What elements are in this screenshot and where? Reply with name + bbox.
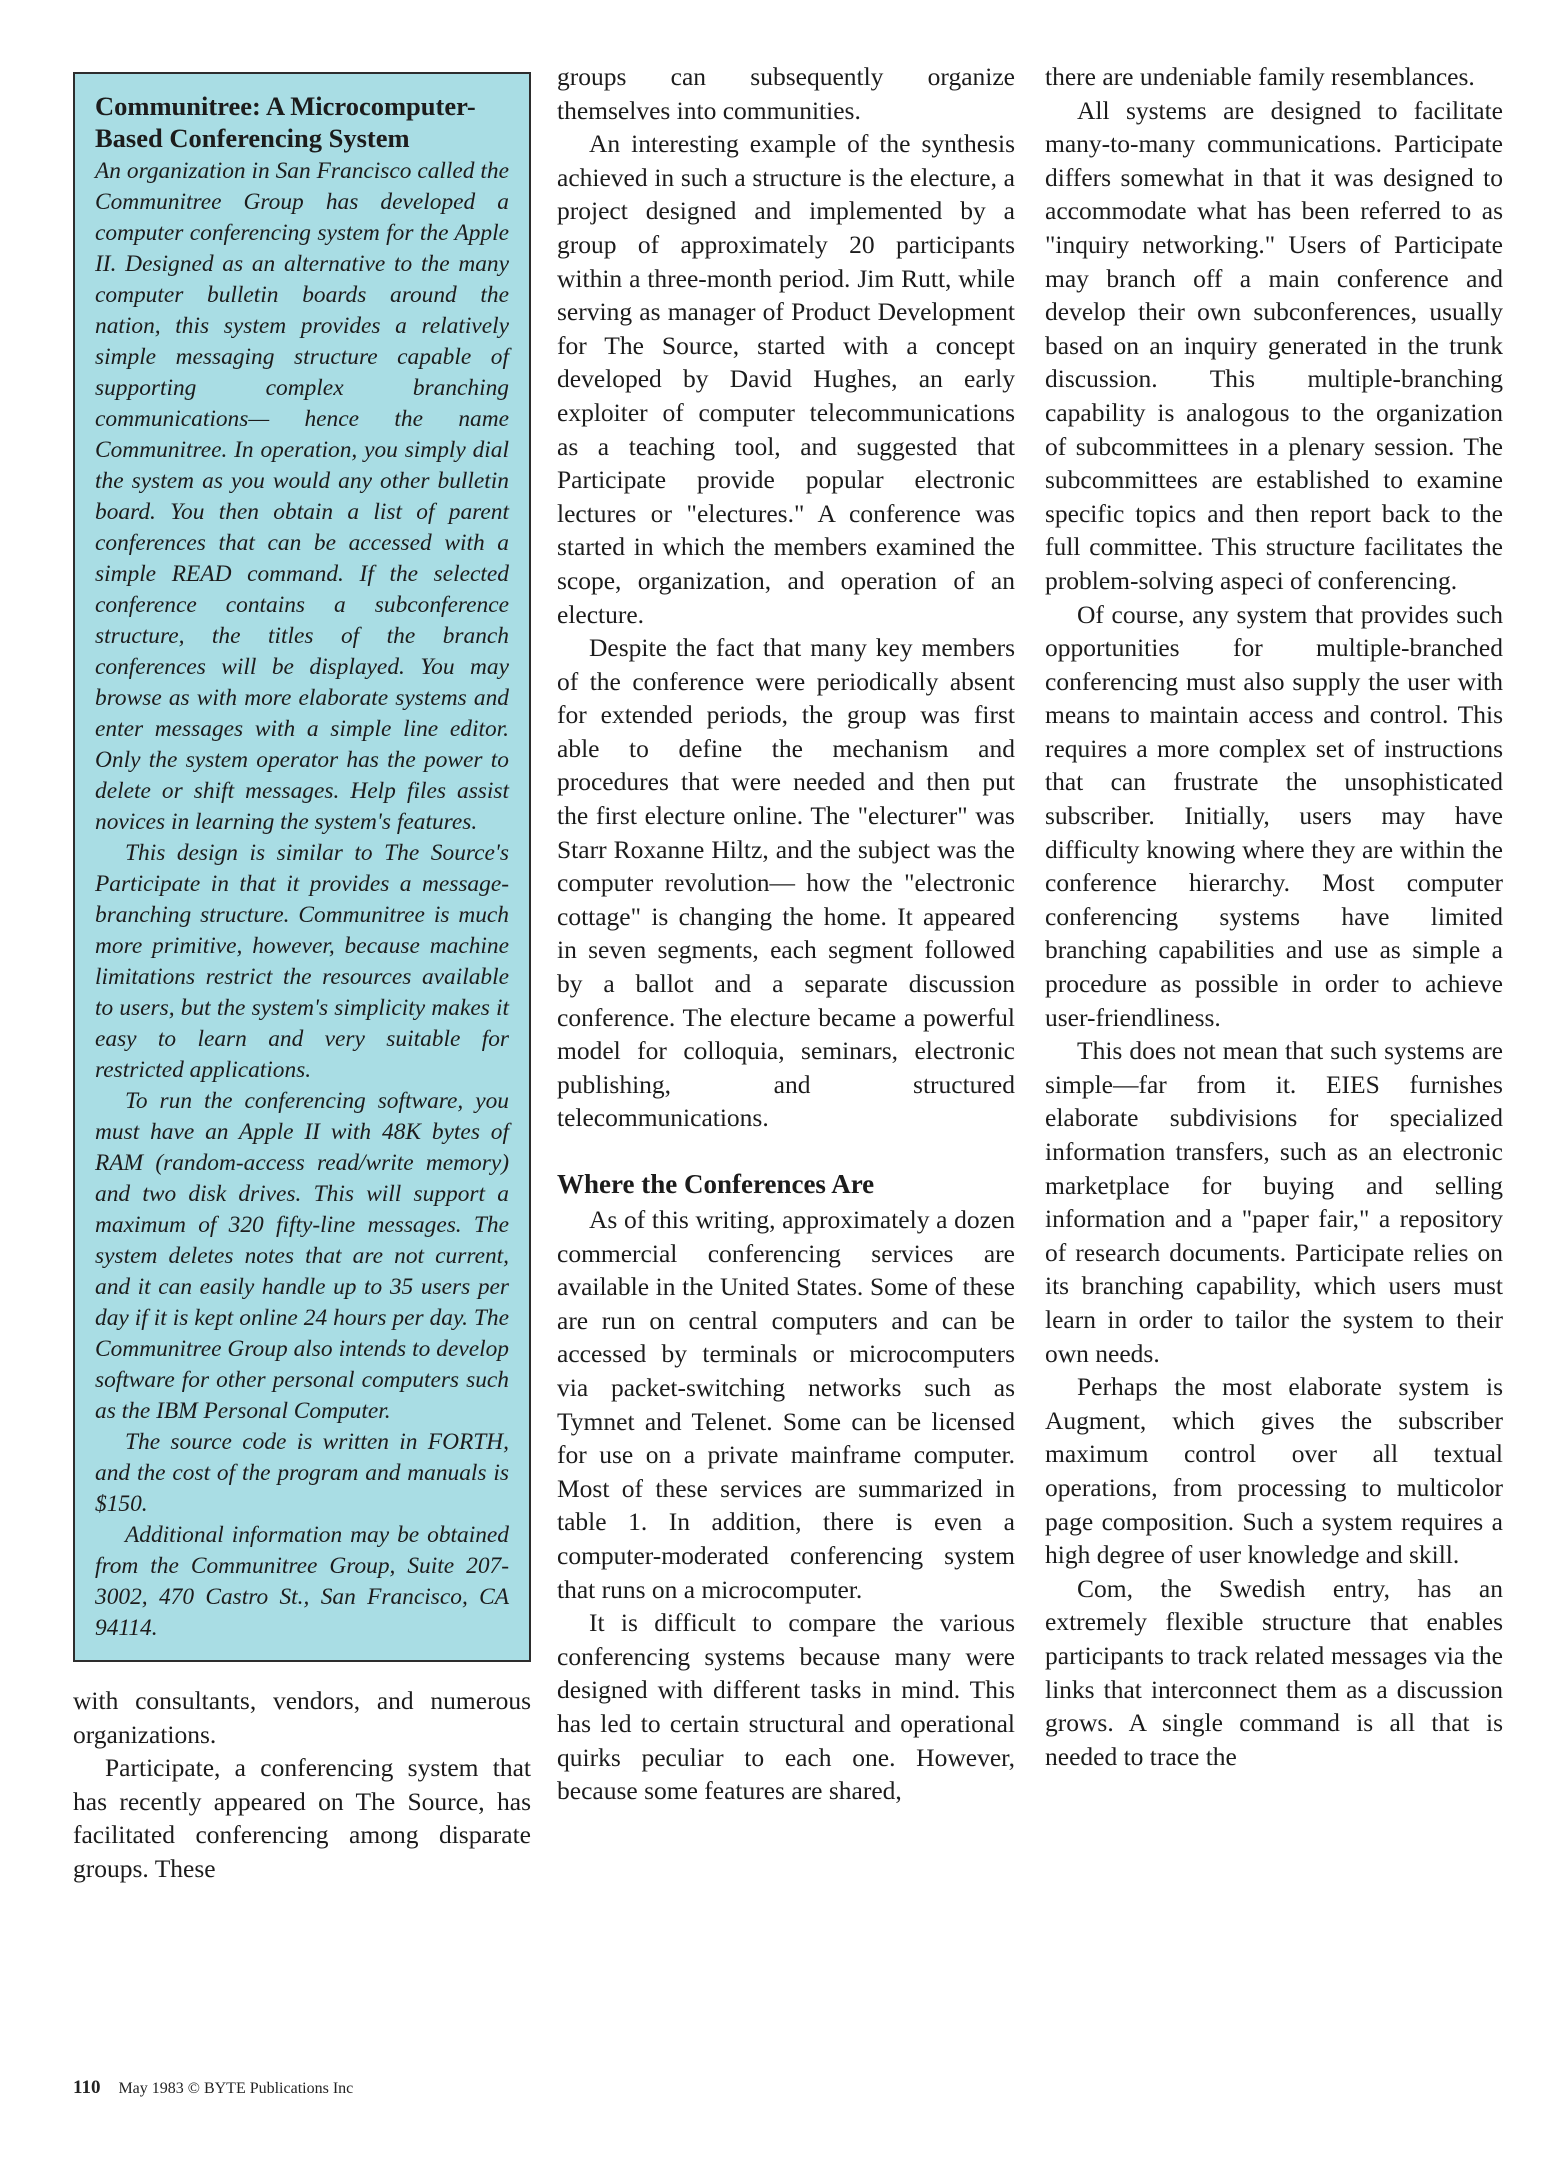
body-paragraph: It is difficult to compare the various conferencing systems because many were designed with different tasks in mind. This has led to certain structural and operational quirks peculiar to each one. However, because some features are shared, xyxy=(557,1608,1015,1806)
communitree-sidebar-box xyxy=(73,72,531,1662)
body-paragraph: Participate, a conferencing system that has recently appeared on The Source, has facilitated conferencing among disparate groups. These xyxy=(73,1753,531,1883)
sidebar-title: Communitree: A Microcomputer-Based Conferencing System xyxy=(95,91,476,153)
sidebar-paragraph: This design is similar to The Source's Participate in that it provides a message-branching structure. Communitree is much more primitive, however, because machine limitations restrict the resources available to users, but the system's simplicity makes it easy to learn and very suitable for restricted applications. xyxy=(95,840,509,1083)
body-paragraph: groups can subsequently organize themselves into communities. xyxy=(557,62,1015,125)
page-footer xyxy=(73,2077,353,2099)
sidebar-paragraph: An organization in San Francisco called the Communitree Group has developed a computer conferencing system for the Apple II. Designed as an alternative to the many computer bulletin boards around the nation, this system provides a relatively simple messaging structure capable of supporting complex branching communications— hence the name Communitree. In operation, you simply dial the system as you would any other bulletin board. You then obtain a list of parent conferences that can be accessed with a simple READ command. If the selected conference contains a subconference structure, the titles of the branch conferences will be displayed. You may browse as with more elaborate systems and enter messages with a simple line editor. Only the system operator has the power to delete or shift messages. Help files assist novices in learning the system's features. xyxy=(95,158,509,835)
sidebar-paragraph: Additional information may be obtained from the Communitree Group, Suite 207-3002, 470 Castro St., San Francisco, CA 94114. xyxy=(95,1522,509,1641)
body-paragraph: Despite the fact that many key members of the conference were periodically absent for extended periods, the group was first able to define the mechanism and procedures that were needed and then put the first electure online. The "electurer" was Starr Roxanne Hiltz, and the subject was the computer revolution— how the "electronic cottage" is changing the home. It appeared in seven segments, each segment followed by a ballot and a separate discussion conference. The electure became a powerful model for colloquia, seminars, electronic publishing, and structured telecommunications. xyxy=(557,633,1015,1133)
body-paragraph: Of course, any system that provides such opportunities for multiple-branched conferencing must also supply the user with means to maintain access and control. This requires a more complex set of instructions that can frustrate the unsophisticated subscriber. Initially, users may have difficulty knowing where they are within the conference hierarchy. Most computer conferencing systems have limited branching capabilities and use as simple a procedure as possible in order to achieve user-friendliness. xyxy=(1045,599,1503,1032)
body-paragraph: An interesting example of the synthesis achieved in such a structure is the electure, a project designed and implemented by a group of approximately 20 participants within a three-month period. Jim Rutt, while serving as manager of Product Development for The Source, started with a concept developed by David Hughes, an early exploiter of computer telecommunications as a teaching tool, and suggested that Participate provide popular electronic lectures or "electures." A conference was started in which the members examined the scope, organization, and operation of an electure. xyxy=(557,129,1015,629)
body-paragraph: with consultants, vendors, and numerous organizations. xyxy=(73,1686,531,1749)
body-paragraph: This does not mean that such systems are simple—far from it. EIES furnishes elaborate subdivisions for specialized information transfers, such as an electronic marketplace for buying and selling information and a "paper fair," a repository of research documents. Participate relies on its branching capability, which users must learn in order to tailor the system to their own needs. xyxy=(1045,1036,1503,1368)
publication-credit: May 1983 © BYTE Publications Inc xyxy=(118,2080,354,2097)
right-column xyxy=(1045,60,1503,1773)
sidebar-paragraph: The source code is written in FORTH, and the cost of the program and manuals is $150. xyxy=(95,1429,509,1517)
body-paragraph: Com, the Swedish entry, has an extremely flexible structure that enables participants to track related messages via the links that interconnect them as a discussion grows. A single command is all that is needed to trace the xyxy=(1045,1573,1503,1771)
middle-column xyxy=(557,60,1015,1808)
left-column xyxy=(73,72,531,1886)
sidebar-paragraph: To run the conferencing software, you must have an Apple II with 48K bytes of RAM (random-access read/write memory) and two disk drives. This will support a maximum of 320 fifty-line messages. The system deletes notes that are not current, and it can easily handle up to 35 users per day if it is kept online 24 hours per day. The Communitree Group also intends to develop software for other personal computers such as the IBM Personal Computer. xyxy=(95,1088,509,1424)
body-paragraph: Perhaps the most elaborate system is Augment, which gives the subscriber maximum control over all textual operations, from processing to multicolor page composition. Such a system requires a high degree of user knowledge and skill. xyxy=(1045,1372,1503,1570)
body-paragraph: there are undeniable family resemblances. xyxy=(1045,62,1475,91)
body-paragraph: As of this writing, approximately a dozen commercial conferencing services are available in the United States. Some of these are run on central computers and can be accessed by terminals or microcomputers via packet-switching networks such as Tymnet and Telenet. Some can be licensed for use on a private mainframe computer. Most of these services are summarized in table 1. In addition, there is even a computer-moderated conferencing system that runs on a microcomputer. xyxy=(557,1205,1015,1604)
page-number: 110 xyxy=(73,2077,101,2098)
body-paragraph: All systems are designed to facilitate many-to-many communications. Participate differs somewhat in that it was designed to accommodate what has been referred to as "inquiry networking." Users of Participate may branch off a main conference and develop their own subconferences, usually based on an inquiry generated in the trunk discussion. This multiple-branching capability is analogous to the organization of subcommittees in a plenary session. The subcommittees are established to examine specific topics and then report back to the full committee. This structure facilitates the problem-solving aspeci of conferencing. xyxy=(1045,95,1503,595)
section-heading: Where the Conferences Are xyxy=(557,1169,875,1199)
